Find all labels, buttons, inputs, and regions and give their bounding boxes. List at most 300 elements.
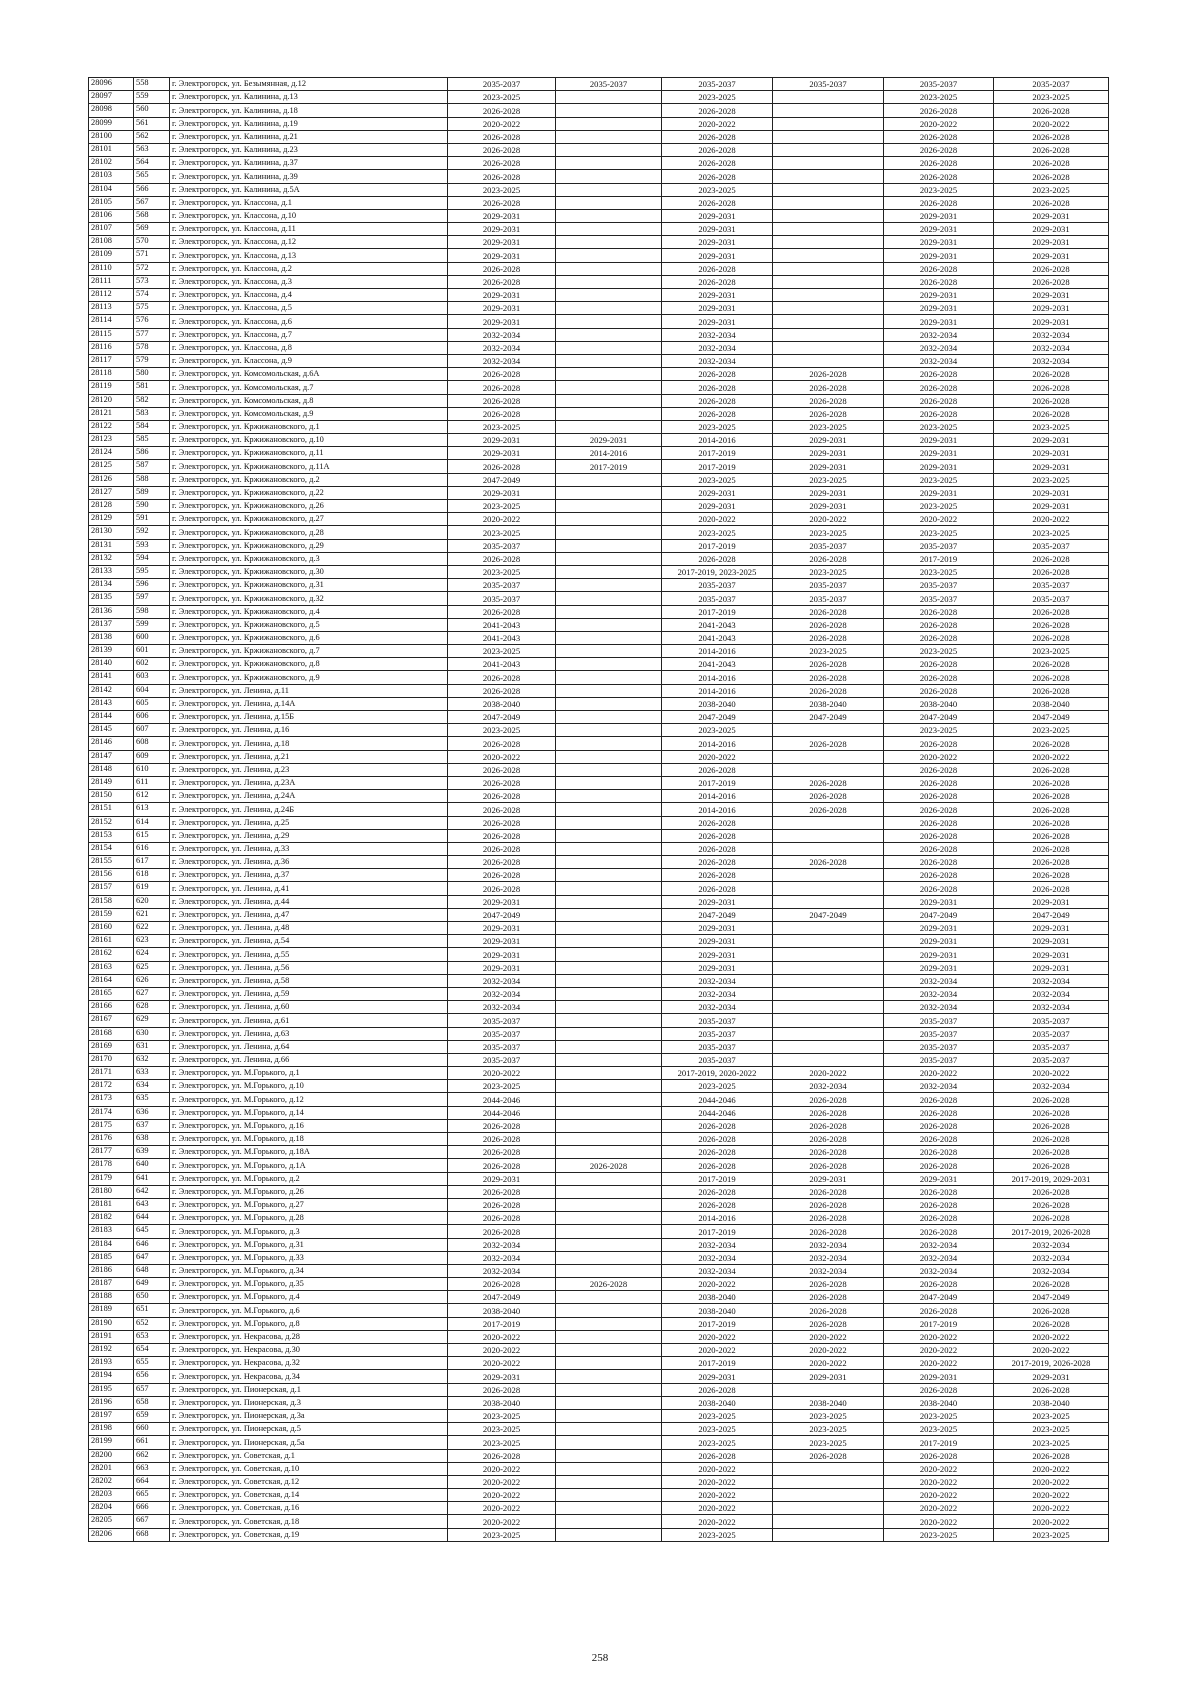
period-1-cell: 2032-2034 [448,987,556,1000]
item-number-cell: 560 [134,104,170,117]
period-1-cell: 2026-2028 [448,737,556,750]
period-6-cell: 2026-2028 [994,170,1109,183]
period-4-cell: 2026-2028 [773,1449,884,1462]
period-1-cell: 2026-2028 [448,869,556,882]
period-2-cell [556,1172,662,1185]
item-number-cell: 624 [134,948,170,961]
period-6-cell: 2029-2031 [994,486,1109,499]
address-cell: г. Электрогорск, ул. Советская, д.18 [170,1515,448,1528]
period-2-cell [556,420,662,433]
period-1-cell: 2029-2031 [448,315,556,328]
address-cell: г. Электрогорск, ул. М.Горького, д.28 [170,1212,448,1225]
period-2-cell [556,948,662,961]
period-1-cell: 2026-2028 [448,262,556,275]
period-5-cell: 2026-2028 [884,157,994,170]
row-id-cell: 28135 [89,592,134,605]
period-1-cell: 2026-2028 [448,381,556,394]
period-5-cell: 2029-2031 [884,447,994,460]
period-3-cell: 2017-2019, 2023-2025 [662,565,773,578]
address-cell: г. Электрогорск, ул. М.Горького, д.1А [170,1159,448,1172]
item-number-cell: 594 [134,552,170,565]
table-row [89,869,1109,882]
period-6-cell: 2026-2028 [994,262,1109,275]
row-id-cell: 28151 [89,803,134,816]
period-2-cell [556,1383,662,1396]
period-1-cell: 2029-2031 [448,447,556,460]
period-6-cell: 2032-2034 [994,1238,1109,1251]
period-3-cell: 2023-2025 [662,183,773,196]
period-4-cell: 2026-2028 [773,776,884,789]
item-number-cell: 604 [134,684,170,697]
period-1-cell: 2026-2028 [448,1198,556,1211]
period-4-cell [773,104,884,117]
table-row [89,1040,1109,1053]
item-number-cell: 646 [134,1238,170,1251]
address-cell: г. Электрогорск, ул. Классона, д.13 [170,249,448,262]
address-cell: г. Электрогорск, ул. Ленина, д.23 [170,763,448,776]
period-4-cell: 2026-2028 [773,1304,884,1317]
row-id-cell: 28184 [89,1238,134,1251]
period-5-cell: 2026-2028 [884,1304,994,1317]
period-3-cell: 2014-2016 [662,671,773,684]
row-id-cell: 28146 [89,737,134,750]
period-3-cell: 2017-2019 [662,1172,773,1185]
period-6-cell: 2020-2022 [994,750,1109,763]
table-row [89,763,1109,776]
period-6-cell: 2032-2034 [994,341,1109,354]
period-2-cell [556,381,662,394]
period-5-cell: 2047-2049 [884,711,994,724]
period-4-cell [773,328,884,341]
period-2-cell [556,1291,662,1304]
table-row [89,262,1109,275]
table-row [89,104,1109,117]
period-4-cell [773,1027,884,1040]
period-3-cell: 2017-2019, 2020-2022 [662,1067,773,1080]
table-row [89,1172,1109,1185]
period-4-cell [773,763,884,776]
address-cell: г. Электрогорск, ул. Классона, д.10 [170,209,448,222]
repair-schedule-table [88,77,1109,1542]
period-5-cell: 2029-2031 [884,460,994,473]
period-2-cell [556,1027,662,1040]
period-5-cell: 2029-2031 [884,302,994,315]
address-cell: г. Электрогорск, ул. Классона, д.5 [170,302,448,315]
period-6-cell: 2035-2037 [994,1053,1109,1066]
period-6-cell: 2026-2028 [994,803,1109,816]
period-3-cell: 2032-2034 [662,328,773,341]
period-5-cell: 2032-2034 [884,1080,994,1093]
period-5-cell: 2026-2028 [884,1198,994,1211]
period-1-cell: 2032-2034 [448,341,556,354]
period-4-cell [773,882,884,895]
row-id-cell: 28205 [89,1515,134,1528]
address-cell: г. Электрогорск, ул. Ленина, д.14А [170,697,448,710]
table-row [89,315,1109,328]
period-3-cell: 2029-2031 [662,895,773,908]
period-1-cell: 2038-2040 [448,697,556,710]
table-row [89,961,1109,974]
period-6-cell: 2026-2028 [994,1133,1109,1146]
period-3-cell: 2023-2025 [662,91,773,104]
row-id-cell: 28175 [89,1119,134,1132]
period-6-cell: 2029-2031 [994,500,1109,513]
period-6-cell: 2029-2031 [994,460,1109,473]
period-2-cell [556,816,662,829]
period-1-cell: 2029-2031 [448,434,556,447]
period-5-cell: 2023-2025 [884,1423,994,1436]
period-4-cell [773,724,884,737]
period-3-cell: 2035-2037 [662,1027,773,1040]
period-1-cell: 2029-2031 [448,935,556,948]
period-4-cell: 2026-2028 [773,1146,884,1159]
period-1-cell: 2026-2028 [448,803,556,816]
period-6-cell: 2026-2028 [994,1159,1109,1172]
table-row [89,1291,1109,1304]
row-id-cell: 28160 [89,922,134,935]
period-5-cell: 2026-2028 [884,790,994,803]
period-1-cell: 2026-2028 [448,1225,556,1238]
period-3-cell: 2020-2022 [662,1278,773,1291]
item-number-cell: 591 [134,513,170,526]
address-cell: г. Электрогорск, ул. Ленина, д.63 [170,1027,448,1040]
item-number-cell: 570 [134,236,170,249]
period-2-cell [556,684,662,697]
period-4-cell: 2035-2037 [773,592,884,605]
period-3-cell: 2017-2019 [662,1317,773,1330]
period-4-cell: 2029-2031 [773,447,884,460]
period-4-cell: 2035-2037 [773,539,884,552]
period-4-cell: 2029-2031 [773,486,884,499]
period-1-cell: 2026-2028 [448,104,556,117]
period-5-cell: 2026-2028 [884,882,994,895]
row-id-cell: 28194 [89,1370,134,1383]
table-row [89,1370,1109,1383]
period-5-cell: 2026-2028 [884,856,994,869]
period-1-cell: 2020-2022 [448,1330,556,1343]
item-number-cell: 653 [134,1330,170,1343]
period-5-cell: 2023-2025 [884,1528,994,1541]
period-3-cell: 2020-2022 [662,1475,773,1488]
period-4-cell: 2020-2022 [773,1357,884,1370]
period-1-cell: 2041-2043 [448,631,556,644]
period-2-cell [556,1133,662,1146]
row-id-cell: 28108 [89,236,134,249]
address-cell: г. Электрогорск, ул. Кржижановского, д.4 [170,605,448,618]
period-5-cell: 2023-2025 [884,565,994,578]
period-2-cell [556,368,662,381]
period-4-cell: 2038-2040 [773,697,884,710]
period-2-cell [556,1317,662,1330]
period-2-cell [556,539,662,552]
period-6-cell: 2047-2049 [994,1291,1109,1304]
item-number-cell: 628 [134,1001,170,1014]
row-id-cell: 28139 [89,645,134,658]
period-4-cell: 2038-2040 [773,1396,884,1409]
table-row [89,130,1109,143]
period-5-cell: 2029-2031 [884,249,994,262]
item-number-cell: 615 [134,829,170,842]
period-1-cell: 2026-2028 [448,790,556,803]
period-6-cell: 2026-2028 [994,1119,1109,1132]
period-6-cell: 2029-2031 [994,289,1109,302]
period-6-cell: 2032-2034 [994,1251,1109,1264]
period-5-cell: 2026-2028 [884,1212,994,1225]
period-5-cell: 2032-2034 [884,987,994,1000]
period-3-cell: 2026-2028 [662,816,773,829]
period-6-cell: 2023-2025 [994,91,1109,104]
address-cell: г. Электрогорск, ул. Калинина, д.19 [170,117,448,130]
period-5-cell: 2026-2028 [884,1133,994,1146]
period-2-cell [556,565,662,578]
row-id-cell: 28181 [89,1198,134,1211]
period-3-cell: 2044-2046 [662,1106,773,1119]
row-id-cell: 28204 [89,1502,134,1515]
table-row [89,579,1109,592]
period-5-cell: 2032-2034 [884,328,994,341]
row-id-cell: 28131 [89,539,134,552]
period-4-cell [773,143,884,156]
period-6-cell: 2026-2028 [994,1093,1109,1106]
address-cell: г. Электрогорск, ул. Классона, д.3 [170,275,448,288]
period-4-cell: 2023-2025 [773,473,884,486]
row-id-cell: 28129 [89,513,134,526]
item-number-cell: 592 [134,526,170,539]
period-6-cell: 2020-2022 [994,1489,1109,1502]
period-1-cell: 2032-2034 [448,328,556,341]
period-4-cell [773,829,884,842]
table-row [89,91,1109,104]
period-3-cell: 2026-2028 [662,368,773,381]
table-row [89,328,1109,341]
period-4-cell: 2026-2028 [773,407,884,420]
table-row [89,1409,1109,1422]
table-row [89,803,1109,816]
row-id-cell: 28162 [89,948,134,961]
table-row [89,1475,1109,1488]
period-1-cell: 2023-2025 [448,500,556,513]
period-3-cell: 2023-2025 [662,473,773,486]
period-5-cell: 2020-2022 [884,1462,994,1475]
table-row [89,829,1109,842]
period-5-cell: 2023-2025 [884,526,994,539]
period-4-cell: 2029-2031 [773,434,884,447]
period-3-cell: 2029-2031 [662,961,773,974]
period-1-cell: 2026-2028 [448,671,556,684]
period-1-cell: 2026-2028 [448,1119,556,1132]
period-4-cell [773,1475,884,1488]
row-id-cell: 28109 [89,249,134,262]
row-id-cell: 28122 [89,420,134,433]
period-5-cell: 2026-2028 [884,618,994,631]
period-5-cell: 2026-2028 [884,1449,994,1462]
period-5-cell: 2023-2025 [884,1409,994,1422]
period-1-cell: 2026-2028 [448,275,556,288]
item-number-cell: 576 [134,315,170,328]
table-row [89,1436,1109,1449]
item-number-cell: 573 [134,275,170,288]
period-3-cell: 2041-2043 [662,618,773,631]
period-6-cell: 2032-2034 [994,1001,1109,1014]
period-2-cell: 2026-2028 [556,1278,662,1291]
period-2-cell [556,882,662,895]
period-6-cell: 2029-2031 [994,434,1109,447]
address-cell: г. Электрогорск, ул. М.Горького, д.2 [170,1172,448,1185]
period-2-cell [556,697,662,710]
period-1-cell: 2026-2028 [448,605,556,618]
period-3-cell: 2026-2028 [662,143,773,156]
period-1-cell: 2029-2031 [448,209,556,222]
row-id-cell: 28157 [89,882,134,895]
table-row [89,302,1109,315]
period-6-cell: 2020-2022 [994,1475,1109,1488]
period-1-cell: 2026-2028 [448,157,556,170]
item-number-cell: 663 [134,1462,170,1475]
period-6-cell: 2026-2028 [994,1317,1109,1330]
period-3-cell: 2038-2040 [662,697,773,710]
item-number-cell: 647 [134,1251,170,1264]
period-1-cell: 2029-2031 [448,486,556,499]
period-3-cell: 2032-2034 [662,987,773,1000]
item-number-cell: 648 [134,1264,170,1277]
period-4-cell: 2026-2028 [773,1119,884,1132]
address-cell: г. Электрогорск, ул. Пионерская, д.1 [170,1383,448,1396]
period-1-cell: 2020-2022 [448,1462,556,1475]
row-id-cell: 28143 [89,697,134,710]
period-6-cell: 2029-2031 [994,922,1109,935]
period-6-cell: 2026-2028 [994,104,1109,117]
period-3-cell: 2020-2022 [662,513,773,526]
period-5-cell: 2035-2037 [884,1027,994,1040]
item-number-cell: 642 [134,1185,170,1198]
address-cell: г. Электрогорск, ул. М.Горького, д.6 [170,1304,448,1317]
period-4-cell: 2026-2028 [773,658,884,671]
period-6-cell: 2029-2031 [994,236,1109,249]
address-cell: г. Электрогорск, ул. Некрасова, д.32 [170,1357,448,1370]
period-4-cell: 2026-2028 [773,684,884,697]
period-4-cell: 2020-2022 [773,1344,884,1357]
period-3-cell: 2020-2022 [662,117,773,130]
period-5-cell: 2020-2022 [884,1515,994,1528]
period-4-cell [773,895,884,908]
table-row [89,196,1109,209]
row-id-cell: 28117 [89,354,134,367]
period-3-cell: 2017-2019 [662,1357,773,1370]
period-2-cell [556,592,662,605]
period-2-cell [556,473,662,486]
table-row [89,671,1109,684]
period-5-cell: 2026-2028 [884,829,994,842]
item-number-cell: 607 [134,724,170,737]
period-4-cell: 2020-2022 [773,513,884,526]
address-cell: г. Электрогорск, ул. Калинина, д.18 [170,104,448,117]
address-cell: г. Электрогорск, ул. Некрасова, д.30 [170,1344,448,1357]
period-3-cell: 2026-2028 [662,170,773,183]
table-row [89,1515,1109,1528]
address-cell: г. Электрогорск, ул. Ленина, д.23А [170,776,448,789]
period-2-cell [556,275,662,288]
address-cell: г. Электрогорск, ул. Комсомольская, д.7 [170,381,448,394]
period-5-cell: 2023-2025 [884,183,994,196]
period-5-cell: 2026-2028 [884,1383,994,1396]
table-row [89,565,1109,578]
period-4-cell [773,1489,884,1502]
period-5-cell: 2029-2031 [884,434,994,447]
item-number-cell: 623 [134,935,170,948]
address-cell: г. Электрогорск, ул. Калинина, д.23 [170,143,448,156]
period-6-cell: 2020-2022 [994,1330,1109,1343]
period-2-cell [556,223,662,236]
address-cell: г. Электрогорск, ул. Ленина, д.56 [170,961,448,974]
item-number-cell: 637 [134,1119,170,1132]
row-id-cell: 28126 [89,473,134,486]
item-number-cell: 609 [134,750,170,763]
table-row [89,117,1109,130]
period-2-cell [556,671,662,684]
row-id-cell: 28192 [89,1344,134,1357]
address-cell: г. Электрогорск, ул. Ленина, д.66 [170,1053,448,1066]
row-id-cell: 28124 [89,447,134,460]
address-cell: г. Электрогорск, ул. Калинина, д.39 [170,170,448,183]
address-cell: г. Электрогорск, ул. Ленина, д.36 [170,856,448,869]
period-5-cell: 2026-2028 [884,737,994,750]
item-number-cell: 627 [134,987,170,1000]
table-row [89,1278,1109,1291]
period-3-cell: 2038-2040 [662,1396,773,1409]
period-1-cell: 2023-2025 [448,645,556,658]
period-1-cell: 2035-2037 [448,1053,556,1066]
period-2-cell [556,618,662,631]
table-row [89,856,1109,869]
period-5-cell: 2023-2025 [884,473,994,486]
period-5-cell: 2026-2028 [884,684,994,697]
period-2-cell [556,1119,662,1132]
period-4-cell [773,223,884,236]
period-4-cell [773,183,884,196]
period-3-cell: 2026-2028 [662,196,773,209]
period-1-cell: 2020-2022 [448,1489,556,1502]
address-cell: г. Электрогорск, ул. Ленина, д.25 [170,816,448,829]
address-cell: г. Электрогорск, ул. Ленина, д.60 [170,1001,448,1014]
period-2-cell [556,315,662,328]
table-row [89,1502,1109,1515]
period-3-cell: 2017-2019 [662,460,773,473]
period-5-cell: 2020-2022 [884,750,994,763]
period-1-cell: 2029-2031 [448,948,556,961]
item-number-cell: 643 [134,1198,170,1211]
table-row [89,1027,1109,1040]
address-cell: г. Электрогорск, ул. Ленина, д.24Б [170,803,448,816]
item-number-cell: 621 [134,908,170,921]
period-5-cell: 2026-2028 [884,671,994,684]
item-number-cell: 657 [134,1383,170,1396]
period-1-cell: 2032-2034 [448,1238,556,1251]
row-id-cell: 28125 [89,460,134,473]
period-3-cell: 2026-2028 [662,157,773,170]
address-cell: г. Электрогорск, ул. Некрасова, д.28 [170,1330,448,1343]
period-1-cell: 2020-2022 [448,1357,556,1370]
row-id-cell: 28177 [89,1146,134,1159]
period-4-cell: 2026-2028 [773,1198,884,1211]
row-id-cell: 28118 [89,368,134,381]
period-3-cell: 2035-2037 [662,78,773,91]
period-2-cell [556,631,662,644]
period-2-cell [556,1053,662,1066]
table-row [89,1317,1109,1330]
row-id-cell: 28170 [89,1053,134,1066]
period-3-cell: 2026-2028 [662,829,773,842]
period-3-cell: 2044-2046 [662,1093,773,1106]
